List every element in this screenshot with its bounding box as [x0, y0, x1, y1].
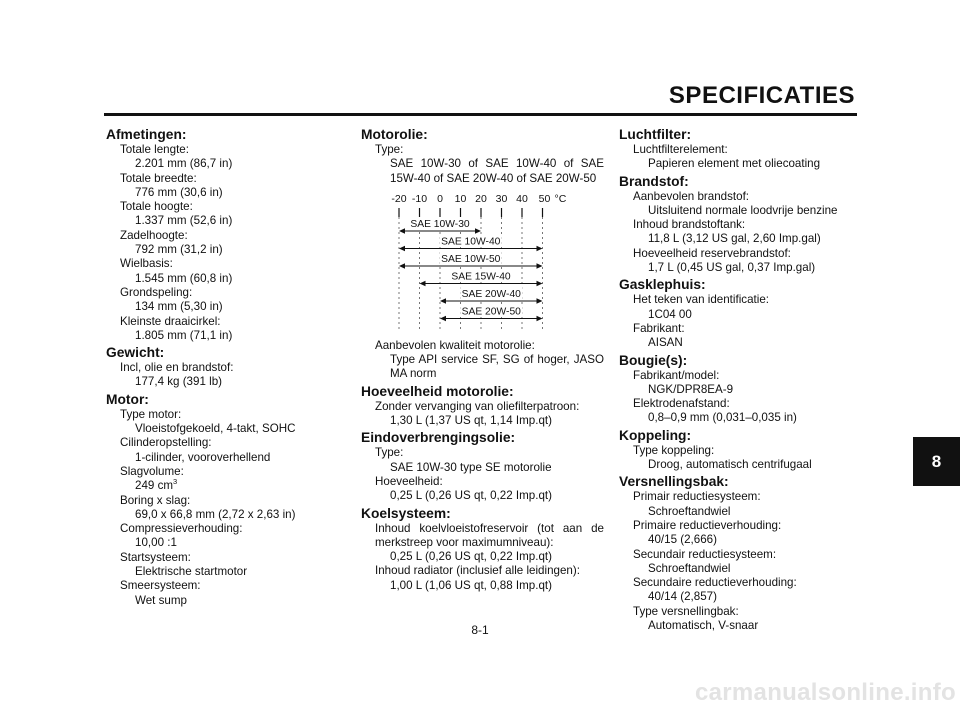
spec-label: Inhoud koelvloeistofreservoir (tot aan de merkstreep voor maximumniveau):: [375, 521, 604, 549]
spec-label: Elektrodenafstand:: [633, 397, 730, 411]
spec-value: SAE 10W-30 of SAE 10W-40 of SAE 15W-40 of SAE 20W-40 of SAE 20W-50: [390, 157, 604, 185]
spec-label: Het teken van identificatie:: [633, 293, 769, 307]
footer-watermark: carmanualsonline.info: [694, 679, 956, 706]
section-heading: Koppeling:: [619, 427, 692, 443]
oil-viscosity-svg: [361, 189, 604, 339]
viscosity-grade-label: SAE 10W-50: [441, 253, 501, 265]
spec-value: 0,8–0,9 mm (0,031–0,035 in): [648, 411, 797, 425]
spec-label: Totale breedte:: [120, 171, 197, 185]
spec-value: 40/15 (2,666): [648, 533, 717, 547]
spec-value: Elektrische startmotor: [135, 565, 248, 579]
spec-label: Fabrikant/model:: [633, 368, 720, 382]
temp-tick-label: 40: [516, 192, 528, 205]
column-middle: [361, 125, 604, 593]
spec-label: Boring x slag:: [120, 493, 191, 507]
spec-label: Inhoud radiator (inclusief alle leidingen):: [375, 564, 580, 578]
spec-value: 1.337 mm (52,6 in): [135, 214, 233, 228]
spec-label: Hoeveelheid reservebrandstof:: [633, 246, 791, 260]
viscosity-range-bar: [440, 287, 543, 304]
spec-label: Inhoud brandstoftank:: [633, 218, 746, 232]
viscosity-grade-label: SAE 15W-40: [451, 271, 511, 283]
section-heading: Gasklephuis:: [619, 277, 706, 293]
temp-tick-label: -20: [391, 192, 407, 205]
spec-label: Cilinderopstelling:: [120, 436, 212, 450]
section-heading: Motorolie:: [361, 127, 428, 142]
temp-tick-label: 0: [437, 192, 443, 205]
spec-value: Droog, automatisch centrifugaal: [648, 458, 812, 472]
spec-value: 134 mm (5,30 in): [135, 300, 223, 314]
spec-label: Type:: [375, 143, 404, 156]
spec-value: AISAN: [648, 336, 683, 350]
spec-label: Hoeveelheid:: [375, 474, 443, 488]
section-tab: 8: [913, 437, 960, 486]
spec-label: Secundaire reductieverhouding:: [633, 576, 797, 590]
spec-value: Uitsluitend normale loodvrije benzine: [648, 203, 838, 217]
spec-value: Papieren element met oliecoating: [648, 157, 821, 171]
spec-label: Aanbevolen brandstof:: [633, 189, 750, 203]
section-heading: Motor:: [106, 391, 149, 407]
spec-label: Wielbasis:: [120, 257, 173, 271]
spec-label: Luchtfilterelement:: [633, 143, 728, 156]
section-heading: Gewicht:: [106, 345, 165, 361]
spec-value: Vloeistofgekoeld, 4-takt, SOHC: [135, 422, 296, 436]
viscosity-range-bar: [399, 252, 543, 269]
viscosity-range-bar: [399, 217, 481, 234]
viscosity-range-bar: [440, 304, 543, 321]
spec-label: Type motor:: [120, 407, 182, 421]
page-number: 8-1: [471, 623, 489, 637]
spec-value: 792 mm (31,2 in): [135, 243, 223, 257]
column-right: [619, 125, 859, 633]
spec-label: Smeersysteem:: [120, 579, 201, 593]
spec-label: Kleinste draaicirkel:: [120, 314, 221, 328]
viscosity-grade-label: SAE 10W-40: [441, 236, 501, 248]
spec-label: Type:: [375, 446, 404, 460]
spec-label: Zonder vervanging van oliefilterpatroon:: [375, 399, 580, 413]
temp-tick-label: 50: [538, 192, 551, 205]
spec-value: 1-cilinder, vooroverhellend: [135, 450, 271, 464]
spec-label: Totale hoogte:: [120, 200, 193, 214]
spec-value: 10,00 :1: [135, 536, 177, 550]
spec-label: Type koppeling:: [633, 443, 715, 457]
spec-label: Totale lengte:: [120, 143, 189, 156]
spec-value: 776 mm (30,6 in): [135, 185, 223, 199]
spec-value: 177,4 kg (391 lb): [135, 375, 223, 389]
temp-tick-label: 30: [495, 192, 508, 205]
section-heading: Koelsysteem:: [361, 505, 451, 521]
spec-label: Compressieverhouding:: [120, 522, 243, 536]
spec-value: 69,0 x 66,8 mm (2,72 x 2,63 in): [135, 507, 296, 521]
spec-label: Zadelhoogte:: [120, 228, 188, 242]
spec-value: Automatisch, V-snaar: [648, 619, 759, 633]
spec-value: Type API service SF, SG of hoger, JASO MA norm: [390, 353, 604, 381]
section-heading: Afmetingen:: [106, 127, 187, 142]
spec-label: Incl, olie en brandstof:: [120, 361, 234, 375]
spec-label: Slagvolume:: [120, 464, 184, 478]
viscosity-grade-label: SAE 20W-50: [461, 306, 521, 318]
section-heading: Bougie(s):: [619, 352, 688, 368]
spec-value: 0,25 L (0,26 US qt, 0,22 Imp.qt): [390, 489, 552, 503]
spec-value: Schroeftandwiel: [648, 561, 731, 575]
section-heading: Brandstof:: [619, 173, 689, 189]
spec-value: 249 $cm^3$: [135, 477, 178, 493]
oil-details-section: [361, 339, 604, 593]
spec-value: 1,30 L (1,37 US qt, 1,14 Imp.qt): [390, 414, 552, 428]
spec-value: Wet sump: [135, 593, 187, 607]
viscosity-grade-label: SAE 20W-40: [461, 288, 521, 300]
spec-label: Fabrikant:: [633, 321, 685, 335]
spec-value: 2.201 mm (86,7 in): [135, 157, 233, 171]
spec-label: Primaire reductieverhouding:: [633, 518, 782, 532]
spec-value: 1,00 L (1,06 US qt, 0,88 Imp.qt): [390, 578, 552, 592]
motor-oil-section: [361, 126, 604, 186]
spec-value: SAE 10W-30 type SE motorolie: [390, 460, 552, 474]
temp-tick-label: 20: [475, 192, 487, 205]
viscosity-range-bar: [420, 269, 543, 286]
spec-label: Grondspeling:: [120, 285, 193, 299]
temp-tick-label: 10: [454, 192, 467, 205]
temp-unit-label: °C: [554, 192, 567, 205]
spec-value: 1.805 mm (71,1 in): [135, 328, 233, 342]
spec-label: Secundair reductiesysteem:: [633, 547, 777, 561]
spec-value: 1.545 mm (60,8 in): [135, 271, 233, 285]
title-rule: [104, 113, 857, 116]
section-heading: Versnellingsbak:: [619, 474, 729, 490]
column-left: [106, 125, 316, 608]
spec-value: Schroeftandwiel: [648, 504, 731, 518]
spec-value: 11,8 L (3,12 US gal, 2,60 Imp.gal): [648, 232, 821, 246]
section-heading: Luchtfilter:: [619, 127, 692, 142]
spec-value: 0,25 L (0,26 US qt, 0,22 Imp.qt): [390, 550, 552, 564]
spec-label: Aanbevolen kwaliteit motorolie:: [375, 338, 535, 352]
spec-value: 1,7 L (0,45 US gal, 0,37 Imp.gal): [648, 261, 816, 275]
spec-label: Startsysteem:: [120, 550, 191, 564]
temp-tick-label: -10: [411, 192, 428, 205]
viscosity-grade-label: SAE 10W-30: [410, 218, 470, 230]
oil-viscosity-chart: [361, 189, 604, 339]
page-title: SPECIFICATIES: [668, 82, 855, 109]
spec-value: NGK/DPR8EA-9: [648, 382, 734, 396]
section-heading: Eindoverbrengingsolie:: [361, 430, 516, 446]
spec-label: Primair reductiesysteem:: [633, 490, 761, 504]
viscosity-range-bar: [399, 234, 543, 251]
spec-value: 1C04 00: [648, 307, 692, 321]
spec-value: 40/14 (2,857): [648, 590, 717, 604]
spec-label: Type versnellingbak:: [633, 604, 739, 618]
section-heading: Hoeveelheid motorolie:: [361, 383, 514, 399]
